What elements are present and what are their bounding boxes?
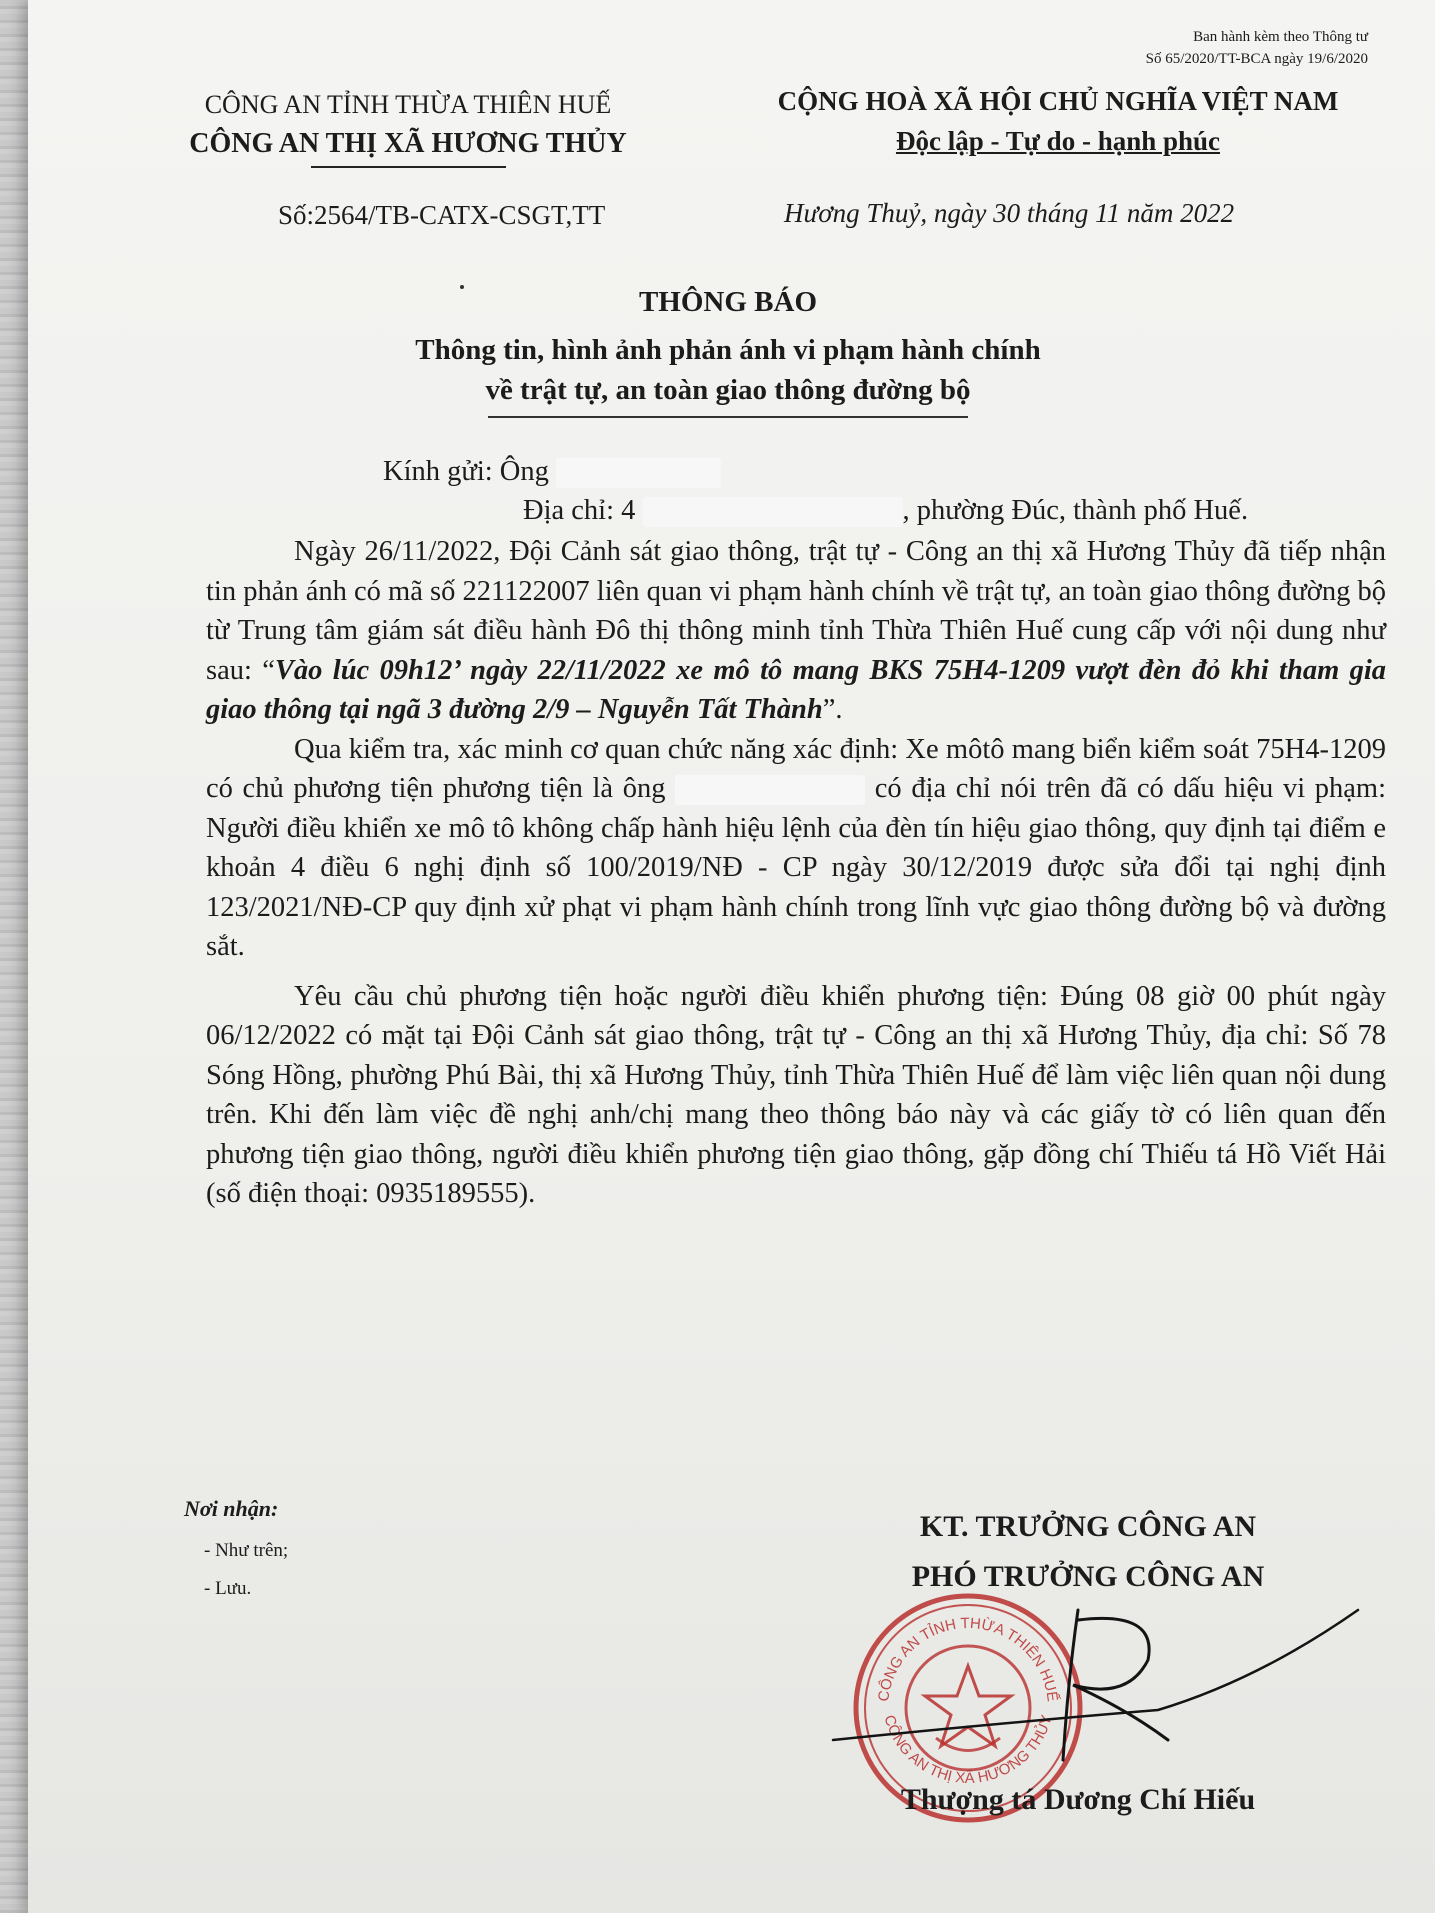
nation-motto: Độc lập - Tự do - hạnh phúc <box>895 126 1221 156</box>
issued-note-line2: Số 65/2020/TT-BCA ngày 19/6/2020 <box>1145 51 1368 67</box>
issued-note-line1: Ban hành kèm theo Thông tư <box>1193 29 1368 45</box>
document-page <box>28 0 1435 1913</box>
recipients-title: Nơi nhận: <box>184 1496 279 1521</box>
address-label: Địa chỉ: 4 <box>523 495 636 526</box>
handwritten-signature <box>828 1590 1388 1790</box>
recipients-item-2: - Lưu. <box>204 1578 252 1599</box>
svg-text:CÔNG AN TỈNH THỪA THIÊN HUẾ: CÔNG AN TỈNH THỪA THIÊN HUẾ <box>875 1614 1061 1703</box>
paragraph-1-end: ”. <box>822 694 843 725</box>
title-underline <box>488 416 968 418</box>
org-underline <box>311 166 506 168</box>
org-name: CÔNG AN THỊ XÃ HƯƠNG THỦY <box>189 128 627 159</box>
paragraph-2 <box>206 730 1386 967</box>
recipient-label: Kính gửi: Ông <box>383 456 549 487</box>
nation-title: CỘNG HOÀ XÃ HỘI CHỦ NGHĨA VIỆT NAM <box>777 86 1339 116</box>
paragraph-3: Yêu cầu chủ phương tiện hoặc người điều khiển phương tiện: Đúng 08 giờ 00 phút ngày 06/12/2022 có mặt tại Đội Cảnh sát giao thông, trật tự - Công an thị xã Hương Thủy, địa chỉ: Số 78 Sóng Hồng, phường Phú Bài, thị xã Hương Thủy, tỉnh Thừa Thiên Huế để làm việc liên quan nội dung trên. Khi đến làm việc đề nghị anh/chị mang theo thông báo này và các giấy tờ có liên quan đến phương tiện giao thông, người điều khiển phương tiện giao thông, gặp đồng chí Thiếu tá Hồ Viết Hải (số điện thoại: 0935189555). <box>206 980 1386 1209</box>
paragraph-2-text-b: có địa chỉ nói trên đã có dấu hiệu vi phạm: Người điều khiển xe mô tô không chấp hành hiệu lệnh của đèn tín hiệu giao thông, quy định tại điểm e khoản 4 điều 6 nghị định số 100/2019/NĐ - CP ngày 30/12/2019 được sửa đổi tại nghị định 123/2021/NĐ-CP quy định xử phạt vi phạm hành chính trong lĩnh vực giao thông đường bộ và đường sắt. <box>206 773 1387 962</box>
address-line <box>523 491 1248 531</box>
document-subtitle-2: về trật tự, an toàn giao thông đường bộ <box>485 374 971 406</box>
document-title: THÔNG BÁO <box>638 286 818 318</box>
address-tail: , phường Đúc, thành phố Huế. <box>902 495 1249 526</box>
recipient-line <box>383 452 721 492</box>
notice-body <box>206 532 1386 1214</box>
paragraph-2-text-a: Qua kiểm tra, xác minh cơ quan chức năng xác định: Xe môtô mang biển kiểm soát 75H4-1209 có chủ phương tiện phương tiện là ông <box>206 733 1386 804</box>
redacted-address <box>643 497 903 527</box>
signature-title-2: PHÓ TRƯỞNG CÔNG AN <box>911 1560 1265 1593</box>
paragraph-1-text: Ngày 26/11/2022, Đội Cảnh sát giao thông, trật tự - Công an thị xã Hương Thủy đã tiếp nhận tin phản ánh có mã số 221122007 liên quan vi phạm hành chính về trật tự, an toàn giao thông đường bộ từ Trung tâm giám sát điều hành Đô thị thông minh tỉnh Thừa Thiên Huế cung cấp với nội dung như sau: “ <box>206 536 1386 686</box>
scan-edge <box>0 0 28 1913</box>
redacted-name <box>556 458 721 488</box>
svg-text:CÔNG AN THỊ XÃ HƯƠNG THỦY: CÔNG AN THỊ XÃ HƯƠNG THỦY <box>880 1713 1056 1788</box>
issue-date: Hương Thuỷ, ngày 30 tháng 11 năm 2022 <box>784 198 1235 228</box>
reference-number: Số:2564/TB-CATX-CSGT,TT <box>278 200 606 230</box>
issued-note <box>1078 26 1368 70</box>
recipients-item-1: - Như trên; <box>204 1540 289 1561</box>
signer-name: Thượng tá Dương Chí Hiếu <box>900 1783 1256 1816</box>
signature-title-1: KT. TRƯỞNG CÔNG AN <box>919 1510 1257 1543</box>
paragraph-1 <box>206 532 1386 730</box>
org-parent: CÔNG AN TỈNH THỪA THIÊN HUẾ <box>204 90 612 119</box>
redacted-owner-name <box>675 775 865 805</box>
document-subtitle-1: Thông tin, hình ảnh phản ánh vi phạm hành chính <box>415 334 1041 366</box>
violation-quote: Vào lúc 09h12’ ngày 22/11/2022 xe mô tô mang BKS 75H4-1209 vượt đèn đỏ khi tham gia giao thông tại ngã 3 đường 2/9 – Nguyễn Tất Thành <box>206 654 1387 725</box>
